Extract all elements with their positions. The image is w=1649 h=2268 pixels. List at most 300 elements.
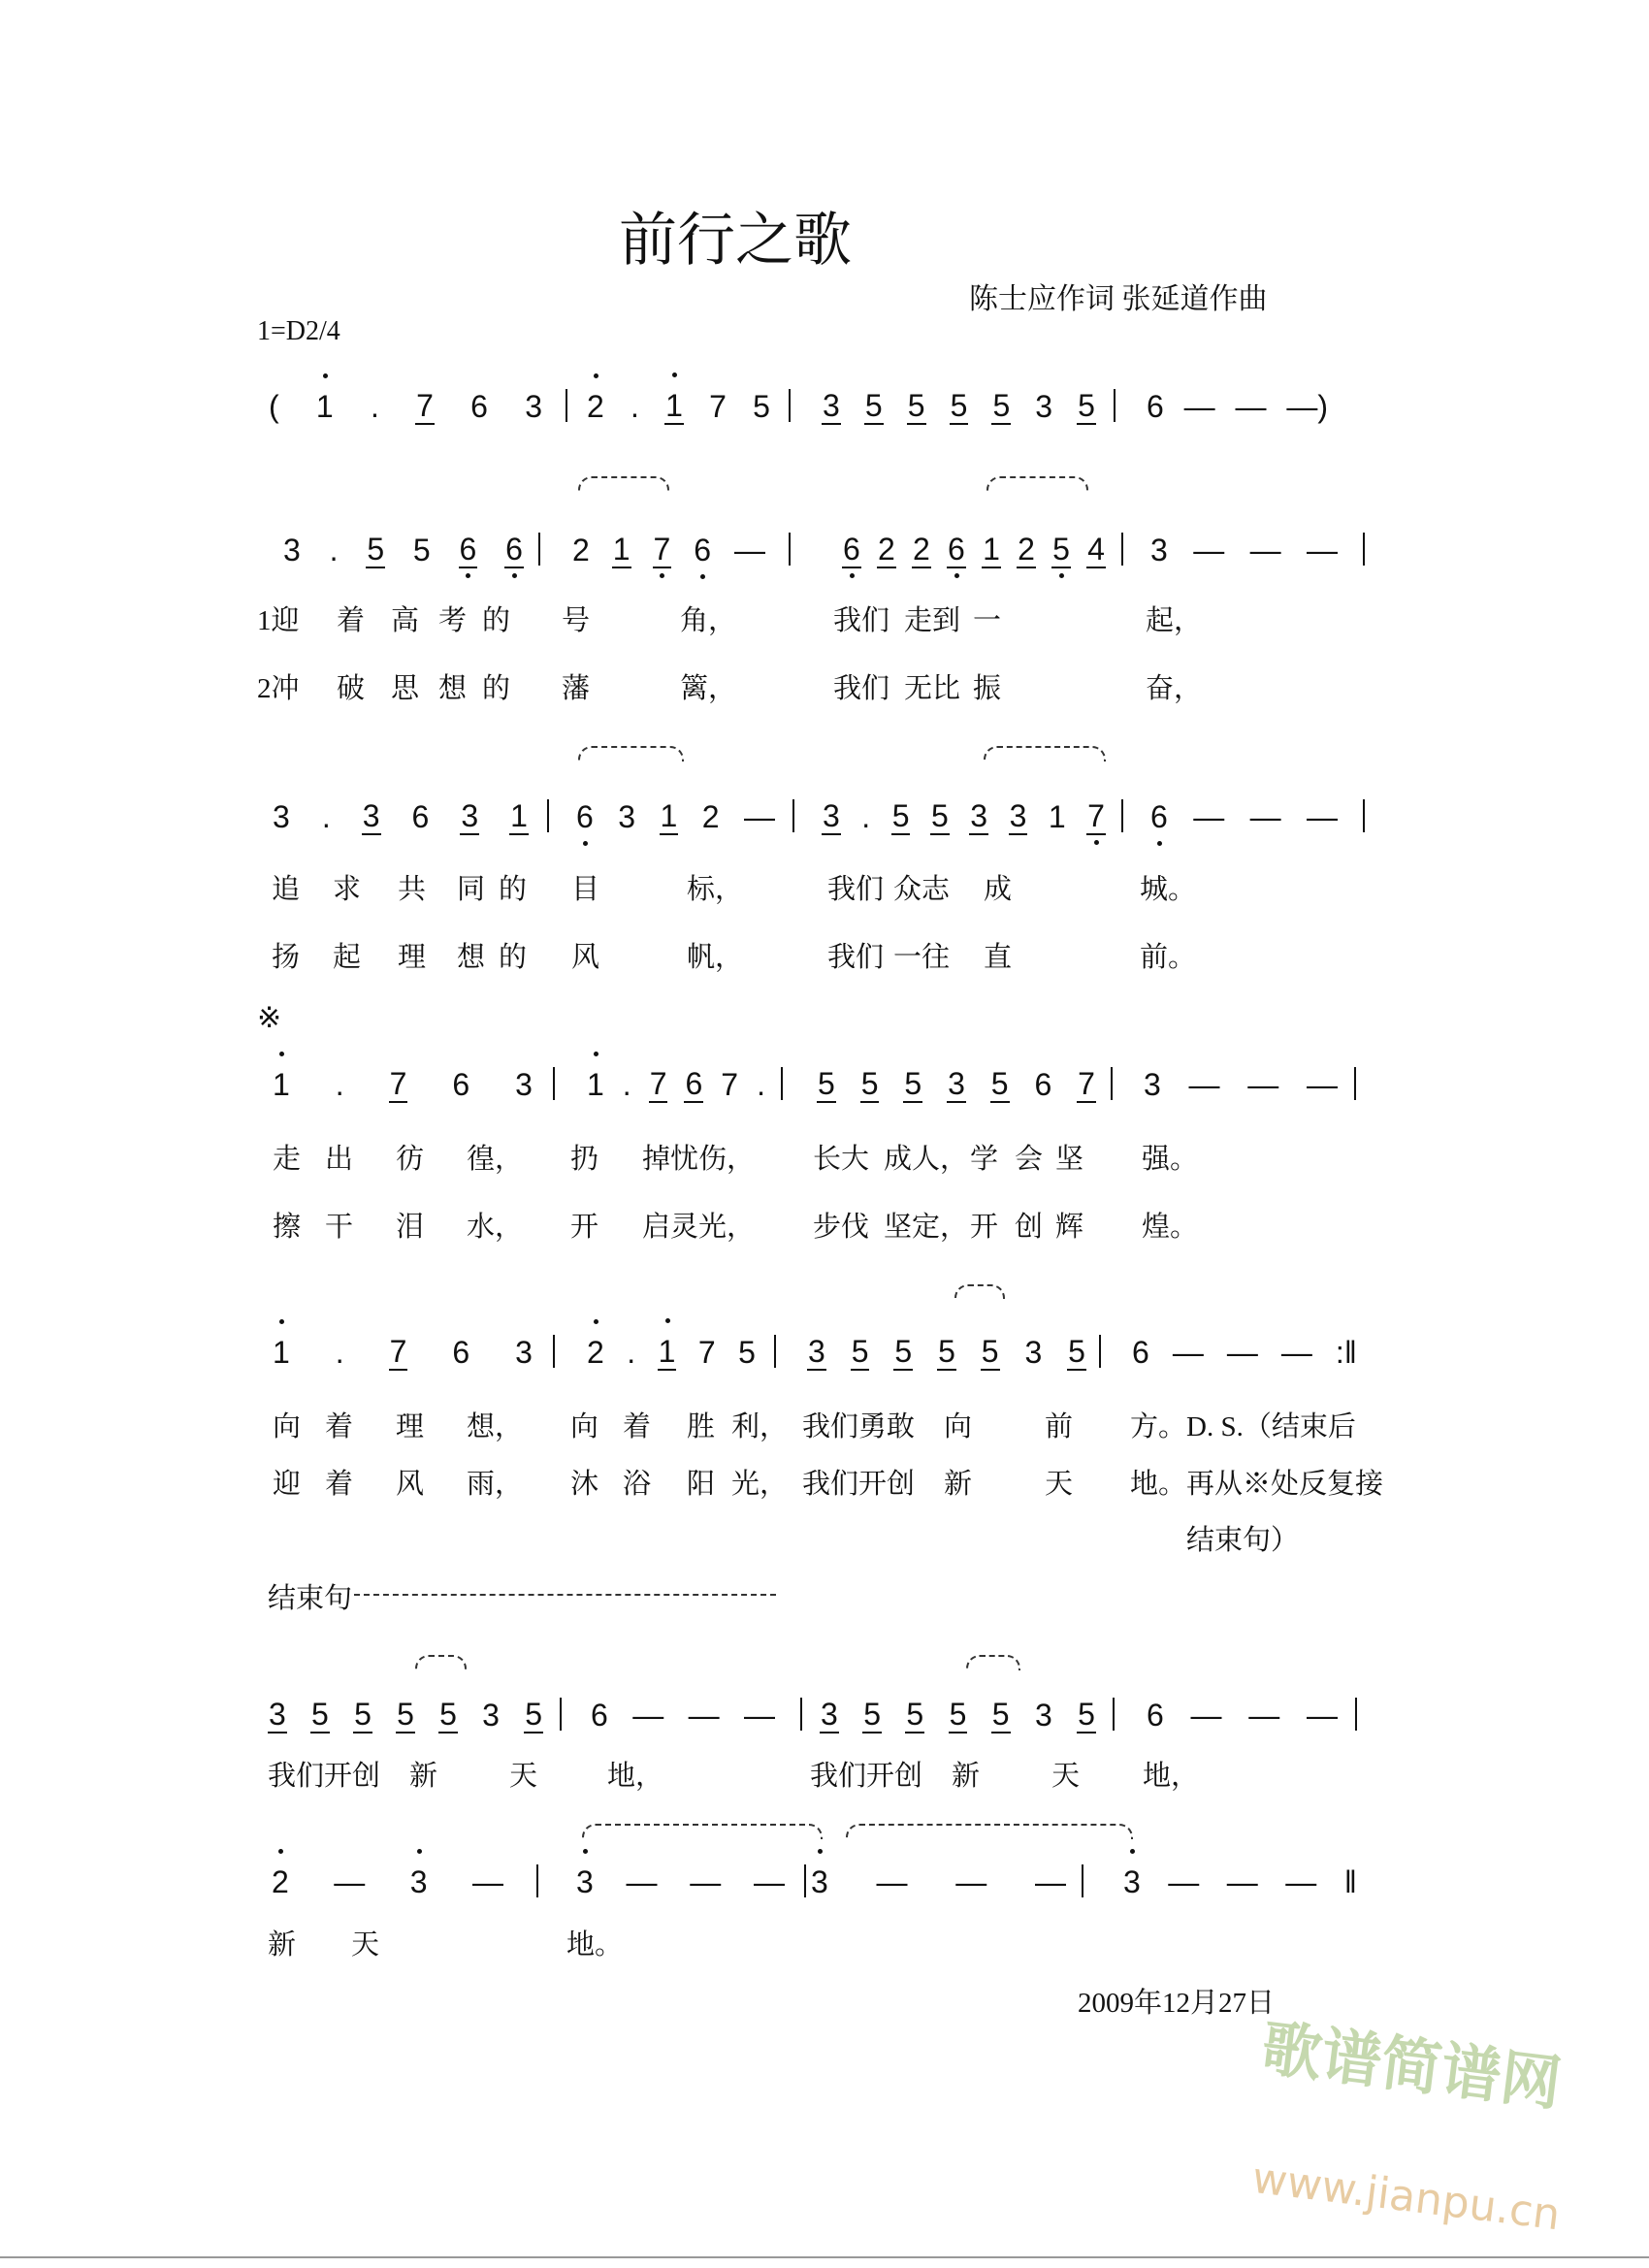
note: 7 — [389, 1334, 407, 1369]
octave-dot-below — [1094, 840, 1099, 845]
octave-dot-below — [583, 841, 588, 846]
octave-dot-below — [1157, 841, 1162, 846]
note: 6 — [693, 533, 712, 567]
measure — [590, 1696, 776, 1734]
note: — — [1183, 389, 1215, 424]
note: — — [1193, 533, 1225, 567]
note: — — [1248, 1698, 1280, 1733]
measure — [1149, 531, 1339, 569]
slur — [846, 1824, 1133, 1839]
note: 3 — [1024, 1335, 1043, 1370]
note: 5 — [904, 1066, 922, 1101]
note: 5 — [991, 1697, 1010, 1732]
note: 5 — [907, 388, 925, 423]
lyric-syllable: 追 — [272, 874, 301, 905]
note: 7 — [416, 388, 434, 423]
note: 4 — [1087, 532, 1105, 567]
measure — [586, 387, 771, 426]
note: — — [472, 1864, 503, 1899]
note: 5 — [992, 388, 1011, 423]
note: 5 — [938, 1334, 955, 1369]
measure — [586, 1333, 757, 1372]
note: 1 — [1048, 799, 1066, 834]
note: . — [370, 389, 379, 424]
bar-line — [560, 1698, 562, 1731]
note: 5 — [412, 533, 431, 567]
lyric-syllable: 号 — [562, 605, 591, 636]
note: 1 — [658, 1334, 677, 1371]
lyric-syllable: 雨， — [467, 1469, 524, 1500]
note: 6 — [470, 389, 488, 424]
slur — [582, 1824, 823, 1839]
key-signature: 1=D2/4 — [257, 316, 340, 346]
lyric-syllable: 地。 — [566, 1929, 624, 1960]
bar-line — [1114, 389, 1116, 422]
note: 1 — [664, 388, 684, 425]
measure — [822, 387, 1096, 426]
octave-dot-above — [583, 1849, 588, 1854]
lyric-syllable: 一往 — [893, 942, 951, 973]
measure — [842, 531, 1106, 569]
lyric-syllable: 辉 — [1055, 1212, 1084, 1243]
lyric-syllable: 风 — [571, 942, 600, 973]
lyric-syllable: 高 — [391, 605, 420, 636]
note: 7 — [1086, 798, 1106, 835]
lyric-syllable: 地， — [1143, 1761, 1200, 1792]
lyric-syllable: 破 — [337, 673, 366, 704]
octave-dot-above — [323, 373, 328, 378]
note: . — [622, 1067, 631, 1102]
note: 6 — [947, 532, 966, 568]
lyric-syllable: 想 — [457, 942, 486, 973]
note: 7 — [649, 1066, 667, 1101]
segno-mark: ※ — [257, 1002, 282, 1034]
note: 3 — [273, 799, 290, 834]
lyric-syllable: 光， — [731, 1469, 789, 1500]
lyric-syllable: 擦 — [273, 1212, 302, 1243]
measure — [272, 797, 529, 836]
measure — [822, 797, 1106, 836]
lyric-syllable: 干 — [325, 1212, 354, 1243]
lyric-syllable: 阳 — [687, 1469, 716, 1500]
note: 3 — [1122, 1864, 1142, 1899]
lyric-syllable: 无比 — [904, 673, 961, 704]
measure — [1146, 1696, 1339, 1734]
lyric-syllable: 前 — [1045, 1411, 1074, 1442]
bar-line — [789, 533, 791, 566]
note: 3 — [461, 798, 479, 833]
note: 1 — [315, 389, 335, 424]
measure — [1146, 387, 1329, 426]
slur — [578, 476, 669, 492]
note: 5 — [818, 1066, 835, 1101]
lyric-syllable: 众志 — [893, 874, 951, 905]
note: 6 — [1132, 1335, 1149, 1370]
lyric-syllable: 想 — [438, 673, 468, 704]
lyric-syllable: 振 — [973, 673, 1002, 704]
lyric-syllable: 奋， — [1146, 673, 1203, 704]
note: — — [1235, 389, 1267, 424]
note: — — [688, 1698, 720, 1733]
note: — — [743, 1698, 775, 1733]
lyric-syllable: 求 — [333, 874, 362, 905]
note: . — [861, 799, 871, 834]
lyric-syllable: 共 — [398, 874, 427, 905]
measure — [272, 1065, 534, 1104]
lyric-syllable: 标， — [687, 874, 744, 905]
note: — — [1172, 1335, 1204, 1370]
note: ‖ — [1343, 1864, 1357, 1899]
note: 7 — [1078, 1066, 1095, 1101]
note: 6 — [452, 1067, 470, 1102]
lyric-syllable: 扬 — [272, 942, 301, 973]
lyric-syllable: 我们开创 — [268, 1761, 381, 1792]
lyric-syllable: 出 — [325, 1144, 354, 1175]
lyric-syllable: 我们 — [827, 942, 885, 973]
note: — — [1226, 1335, 1258, 1370]
slur — [578, 746, 684, 761]
lyric-syllable: 水， — [467, 1212, 524, 1243]
lyric-syllable: 的 — [499, 874, 528, 905]
note: 1 — [983, 532, 1000, 567]
note: — — [334, 1864, 366, 1899]
lyric-syllable: 帆， — [687, 942, 744, 973]
lyric-syllable: 角， — [680, 605, 737, 636]
lyric-syllable: 走 — [273, 1144, 302, 1175]
bar-line — [553, 1067, 555, 1100]
bar-line — [1121, 533, 1123, 566]
note: — — [734, 533, 765, 567]
note: — — [1249, 799, 1281, 834]
lyric-syllable: 徨， — [467, 1144, 524, 1175]
note: 7 — [721, 1067, 739, 1102]
lyric-syllable: 扔 — [570, 1144, 599, 1175]
lyric-syllable: 彷 — [396, 1144, 425, 1175]
note: 6 — [1147, 1698, 1164, 1733]
slur — [966, 1655, 1020, 1670]
lyric-syllable: 强。 — [1142, 1144, 1199, 1175]
measure — [807, 1333, 1086, 1372]
lyric-syllable: 学 — [970, 1144, 999, 1175]
measure — [282, 531, 524, 569]
note: — — [1285, 1864, 1317, 1899]
lyric-syllable: 着 — [325, 1469, 354, 1500]
octave-dot-above — [818, 1849, 823, 1854]
bar-line — [800, 1698, 802, 1731]
lyric-syllable: 掉忧伤， — [642, 1144, 756, 1175]
lyric-syllable: 我们 — [833, 605, 890, 636]
measure — [268, 387, 543, 426]
lyric-syllable: 向 — [570, 1411, 599, 1442]
note: — — [1226, 1864, 1258, 1899]
octave-dot-below — [954, 573, 959, 578]
lyric-syllable: 成人， — [884, 1144, 969, 1175]
lyric-syllable: 起 — [333, 942, 362, 973]
note: 5 — [891, 798, 910, 833]
bar-line — [1121, 799, 1123, 832]
lyric-syllable: 走到 — [904, 605, 961, 636]
note: 7 — [697, 1335, 716, 1370]
note: 2 — [878, 532, 895, 567]
note: 5 — [1051, 532, 1071, 568]
measure — [1122, 1863, 1358, 1901]
note: 2 — [1018, 532, 1035, 567]
bar-line — [804, 1864, 806, 1897]
lyric-syllable: 1迎 — [257, 605, 300, 636]
note: 5 — [860, 1066, 879, 1101]
octave-dot-above — [594, 1319, 598, 1324]
note: 5 — [1078, 388, 1095, 423]
lyric-syllable: 想， — [467, 1411, 524, 1442]
note: — — [876, 1864, 908, 1899]
note: 5 — [753, 389, 770, 424]
note: 6 — [411, 799, 430, 834]
lyric-syllable: 地， — [607, 1761, 664, 1792]
note: 5 — [894, 1334, 913, 1369]
octave-dot-above — [417, 1849, 422, 1854]
note: 5 — [1078, 1697, 1095, 1732]
bar-line — [1354, 1067, 1356, 1100]
note: — — [1190, 1698, 1222, 1733]
lyric-syllable: 同 — [457, 874, 486, 905]
lyric-syllable: 藩 — [562, 673, 591, 704]
watermark-url: www.jianpu.cn — [1249, 2153, 1564, 2241]
lyric-syllable: 理 — [398, 942, 427, 973]
note: — — [1307, 1067, 1338, 1102]
lyric-syllable: 的 — [482, 673, 511, 704]
lyric-syllable: 着 — [623, 1411, 652, 1442]
ending-label: 结束句 — [268, 1583, 353, 1614]
lyric-syllable: 我们勇敢 — [802, 1411, 916, 1442]
note: 5 — [864, 388, 883, 423]
lyric-syllable: 煌。 — [1142, 1212, 1199, 1243]
lyric-syllable: 目 — [571, 874, 600, 905]
note: — — [1306, 533, 1338, 567]
note: 3 — [808, 1334, 825, 1369]
note: 3 — [1150, 533, 1168, 567]
lyric-syllable: 坚 — [1055, 1144, 1084, 1175]
note: 5 — [439, 1697, 457, 1732]
song-title: 前行之歌 — [619, 209, 852, 273]
octave-dot-above — [1130, 1849, 1135, 1854]
measure — [820, 1696, 1096, 1734]
octave-dot-below — [466, 573, 470, 578]
note: 2 — [572, 533, 590, 567]
octave-dot-above — [278, 1849, 283, 1854]
lyric-syllable: 2冲 — [257, 673, 300, 704]
measure — [586, 1065, 766, 1104]
note: 3 — [823, 388, 840, 423]
bar-line — [1363, 799, 1365, 832]
lyric-syllable: 坚定， — [884, 1212, 969, 1243]
measure — [810, 1863, 1067, 1901]
note: — — [1188, 1067, 1220, 1102]
authors-credit: 陈士应作词 张延道作曲 — [969, 283, 1268, 315]
bar-line — [553, 1335, 555, 1368]
note: 3 — [1009, 798, 1027, 833]
note: 5 — [851, 1334, 869, 1369]
note: 1 — [660, 798, 678, 833]
note: 5 — [397, 1697, 414, 1732]
measure — [1131, 1333, 1358, 1372]
note: 2 — [701, 799, 720, 834]
measure — [272, 1333, 534, 1372]
note: 2 — [913, 532, 930, 567]
note: 3 — [823, 798, 840, 833]
note: . — [329, 533, 339, 567]
lyric-syllable: 天 — [1045, 1469, 1074, 1500]
octave-dot-below — [512, 573, 517, 578]
lyric-syllable: 我们 — [827, 874, 885, 905]
bar-line — [774, 1335, 776, 1368]
bar-line — [781, 1067, 783, 1100]
note: 3 — [362, 798, 380, 833]
note: 5 — [354, 1697, 372, 1732]
measure — [817, 1065, 1096, 1104]
note: 6 — [1034, 1067, 1052, 1102]
note: 3 — [409, 1864, 429, 1899]
lyric-syllable: 篱， — [680, 673, 737, 704]
note: . — [335, 1067, 344, 1102]
lyric-syllable: 城。 — [1140, 874, 1197, 905]
note: 5 — [949, 1697, 967, 1732]
octave-dot-below — [850, 573, 855, 578]
note: 5 — [311, 1697, 329, 1732]
lyric-syllable: 起， — [1146, 605, 1203, 636]
lyric-syllable: 长大 — [813, 1144, 870, 1175]
note: 5 — [863, 1697, 881, 1732]
note: 6 — [575, 799, 595, 834]
note: :‖ — [1335, 1335, 1357, 1370]
note: 5 — [981, 1334, 999, 1369]
measure — [1143, 1065, 1339, 1104]
lyric-syllable: 开 — [970, 1212, 999, 1243]
octave-dot-below — [660, 573, 664, 578]
lyric-syllable: 我们开创 — [810, 1761, 923, 1792]
note: 6 — [685, 1066, 703, 1101]
note: 3 — [1035, 389, 1053, 424]
note: — — [632, 1698, 664, 1733]
note: 5 — [367, 532, 385, 567]
page-edge-line — [0, 2256, 1649, 2258]
note: 3 — [970, 798, 988, 833]
note: 3 — [810, 1864, 829, 1899]
note: . — [630, 389, 639, 424]
note: 3 — [948, 1066, 965, 1101]
measure — [575, 1863, 786, 1901]
lyric-syllable: 我们开创 — [802, 1469, 916, 1500]
bar-line — [547, 799, 549, 832]
lyric-syllable: 迎 — [273, 1469, 302, 1500]
bar-line — [1113, 1698, 1115, 1731]
bar-line — [1111, 1067, 1113, 1100]
date: 2009年12月27日 — [1078, 1988, 1276, 2019]
note: 5 — [738, 1335, 756, 1370]
note: 6 — [504, 532, 524, 568]
note: 6 — [459, 532, 478, 568]
lyric-syllable: 我们 — [833, 673, 890, 704]
note: 3 — [821, 1697, 838, 1732]
lyric-syllable: 风 — [396, 1469, 425, 1500]
note: 3 — [269, 1697, 286, 1732]
note: . — [335, 1335, 344, 1370]
measure — [271, 1863, 504, 1901]
note: 2 — [586, 1335, 605, 1370]
note: 3 — [1034, 1698, 1052, 1733]
note: 7 — [709, 389, 727, 424]
lyric-syllable: 思 — [391, 673, 420, 704]
lyric-syllable: 结束句） — [1186, 1525, 1300, 1556]
octave-dot-above — [665, 1318, 670, 1323]
slur — [986, 476, 1088, 492]
note: — — [1307, 1698, 1338, 1733]
bar-line — [566, 389, 567, 422]
note: 7 — [389, 1066, 407, 1101]
lyric-syllable: 一 — [973, 605, 1002, 636]
lyric-syllable: 理 — [396, 1411, 425, 1442]
note: — — [754, 1864, 785, 1899]
note: 2 — [586, 389, 605, 424]
lyric-syllable: 胜 — [687, 1411, 716, 1442]
octave-dot-above — [279, 1319, 284, 1324]
note: 6 — [1147, 389, 1164, 424]
lyric-syllable: 天 — [509, 1761, 538, 1792]
lyric-syllable: 直 — [984, 942, 1013, 973]
note: — — [690, 1864, 722, 1899]
note: 5 — [525, 1697, 542, 1732]
note: 1 — [272, 1335, 291, 1370]
note: . — [627, 1335, 636, 1370]
slur — [415, 1655, 467, 1670]
lyric-syllable: 开 — [570, 1212, 599, 1243]
note: 3 — [283, 533, 301, 567]
note: 3 — [482, 1698, 500, 1733]
lyric-syllable: 着 — [325, 1411, 354, 1442]
octave-dot-below — [700, 574, 705, 579]
note: 3 — [575, 1864, 595, 1899]
watermark-logo: 歌谱简谱网 — [1257, 2012, 1566, 2120]
bar-line — [1082, 1864, 1083, 1897]
lyric-syllable: 着 — [337, 605, 366, 636]
octave-dot-above — [672, 373, 677, 377]
note: 3 — [1144, 1067, 1161, 1102]
bar-line — [792, 799, 794, 832]
lyric-syllable: 会 — [1015, 1144, 1044, 1175]
note: 1 — [510, 798, 528, 833]
note: 3 — [515, 1335, 533, 1370]
note: — — [1168, 1864, 1200, 1899]
lyric-syllable: 泪 — [396, 1212, 425, 1243]
octave-dot-above — [594, 373, 598, 378]
bar-line — [1355, 1698, 1357, 1731]
lyric-syllable: 的 — [499, 942, 528, 973]
note: —) — [1286, 389, 1328, 424]
note: 5 — [930, 798, 949, 833]
note: . — [757, 1067, 765, 1102]
measure — [571, 531, 766, 569]
note: — — [1247, 1067, 1279, 1102]
lyric-syllable: 向 — [944, 1411, 973, 1442]
note: 2 — [271, 1864, 290, 1899]
octave-dot-above — [594, 1052, 598, 1056]
note: 1 — [612, 532, 630, 567]
lyric-syllable: 浴 — [623, 1469, 652, 1500]
bar-line — [536, 1864, 538, 1897]
note: — — [626, 1864, 658, 1899]
lyric-syllable: 新 — [944, 1469, 973, 1500]
note: — — [1035, 1864, 1066, 1899]
lyric-syllable: 前。 — [1140, 942, 1197, 973]
